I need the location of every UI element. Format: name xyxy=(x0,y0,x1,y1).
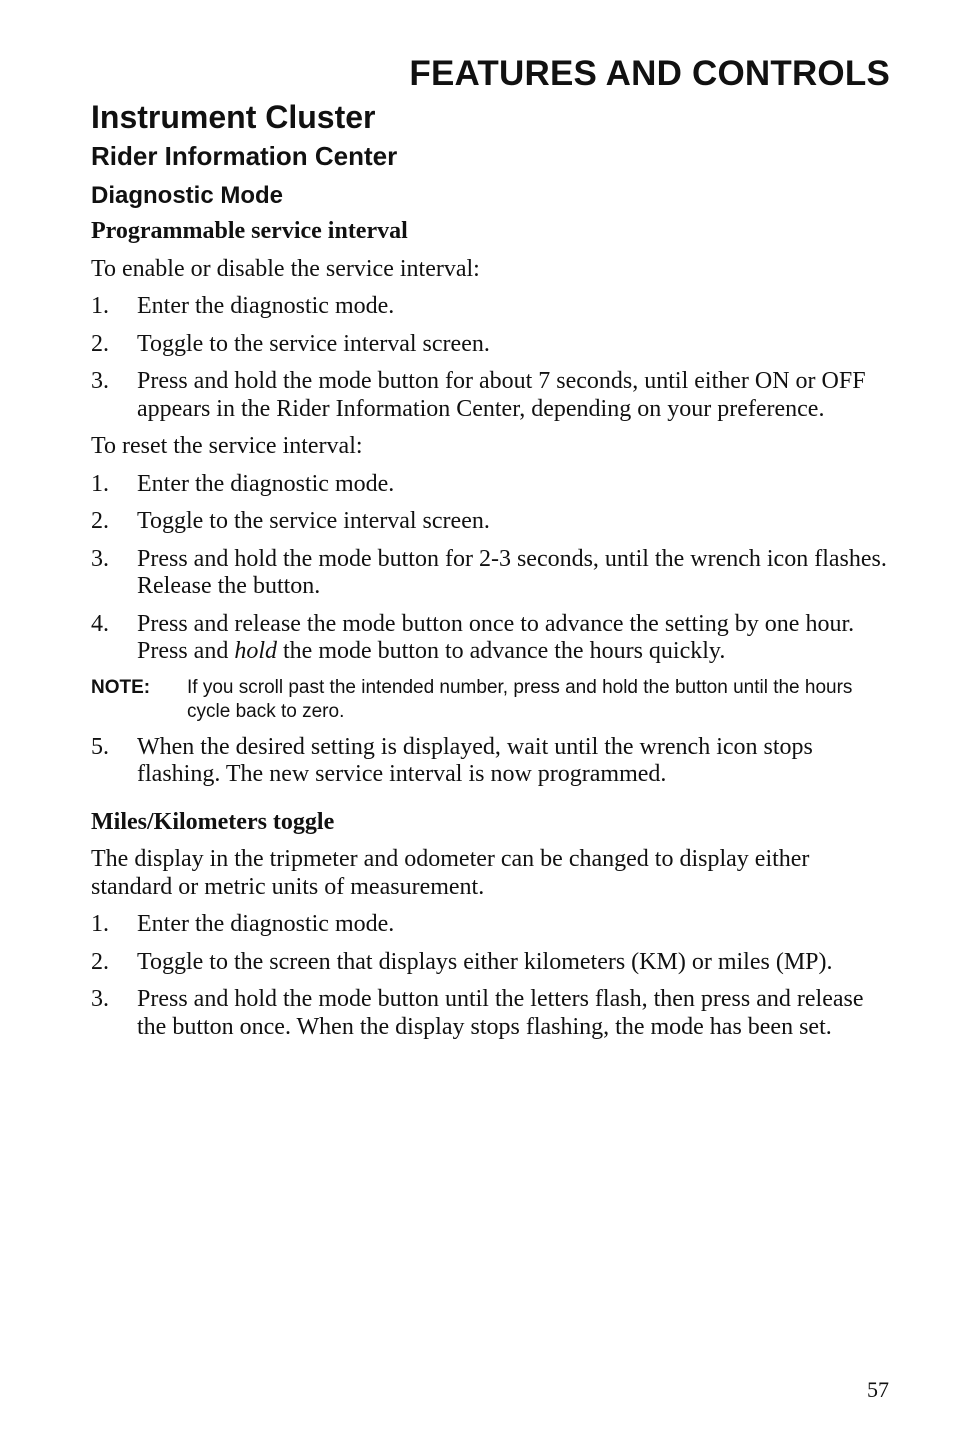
list-item xyxy=(91,331,891,359)
list-item xyxy=(91,734,891,789)
miles-km-steps-list xyxy=(91,911,891,1041)
list-item xyxy=(91,986,891,1041)
step-number: 3. xyxy=(91,986,109,1012)
page-title: FEATURES AND CONTROLS xyxy=(409,54,890,93)
step-text: Toggle to the service interval screen. xyxy=(137,508,490,534)
list-item xyxy=(91,368,891,423)
step-text: When the desired setting is displayed, wait until the wrench icon stops flashing. The new service interval is now programmed. xyxy=(137,733,813,787)
reset-intro: To reset the service interval: xyxy=(91,433,363,459)
note-text: If you scroll past the intended number, press and hold the button until the hours cycle back to zero. xyxy=(187,676,853,722)
step-text: Enter the diagnostic mode. xyxy=(137,911,395,937)
step-number: 1. xyxy=(91,911,109,937)
body-text xyxy=(91,218,891,1041)
step-text: Toggle to the service interval screen. xyxy=(137,330,490,357)
subsection-heading-diagnostic-mode: Diagnostic Mode xyxy=(91,182,284,209)
final-step-list xyxy=(91,734,891,789)
list-item xyxy=(91,471,891,499)
miles-km-intro: The display in the tripmeter and odometer can be changed to display either standard or metric units of measurement. xyxy=(91,846,810,900)
list-item xyxy=(91,611,891,666)
step-text: Press and hold the mode button until the letters flash, then press and release the button once. When the display stops flashing, the mode has been set. xyxy=(137,986,864,1040)
list-item xyxy=(91,949,891,977)
step-number: 3. xyxy=(91,545,109,572)
step-number: 5. xyxy=(91,733,109,760)
step-text: Enter the diagnostic mode. xyxy=(137,293,395,319)
list-item xyxy=(91,293,891,321)
step-text: Press and hold the mode button for 2-3 seconds, until the wrench icon flashes. Release the button. xyxy=(137,545,887,599)
subsection-heading-rider-information-center: Rider Information Center xyxy=(91,141,398,171)
step-number: 1. xyxy=(91,293,109,319)
note-label: NOTE: xyxy=(91,676,151,698)
step-number: 3. xyxy=(91,368,109,394)
step-text-after: the mode button to advance the hours quickly. xyxy=(277,638,726,664)
page-number: 57 xyxy=(867,1377,889,1402)
enable-steps-list xyxy=(91,293,891,423)
step-text: Enter the diagnostic mode. xyxy=(137,470,395,497)
reset-steps-list xyxy=(91,471,891,666)
heading-miles-kilometers-toggle: Miles/Kilometers toggle xyxy=(91,808,335,835)
step-text: Press and hold the mode button for about 7 seconds, until either ON or OFF appears in the Rider Information Center, depending on your preference. xyxy=(137,368,866,422)
step-number: 2. xyxy=(91,508,109,534)
step-number: 1. xyxy=(91,470,109,497)
step-text: Toggle to the screen that displays either kilometers (KM) or miles (MP). xyxy=(137,948,833,975)
enable-intro: To enable or disable the service interval: xyxy=(91,255,480,282)
list-item xyxy=(91,546,891,601)
heading-programmable-service-interval: Programmable service interval xyxy=(91,218,408,244)
list-item xyxy=(91,508,891,536)
step-text-emphasis: hold xyxy=(234,638,277,664)
step-number: 2. xyxy=(91,948,109,975)
list-item xyxy=(91,911,891,939)
section-heading-instrument-cluster: Instrument Cluster xyxy=(91,99,376,135)
step-number: 2. xyxy=(91,330,109,357)
note-block xyxy=(91,676,891,724)
step-text-before: Press and release the mode button once to advance the setting by one hour. Press and xyxy=(137,610,855,664)
step-number: 4. xyxy=(91,610,109,637)
